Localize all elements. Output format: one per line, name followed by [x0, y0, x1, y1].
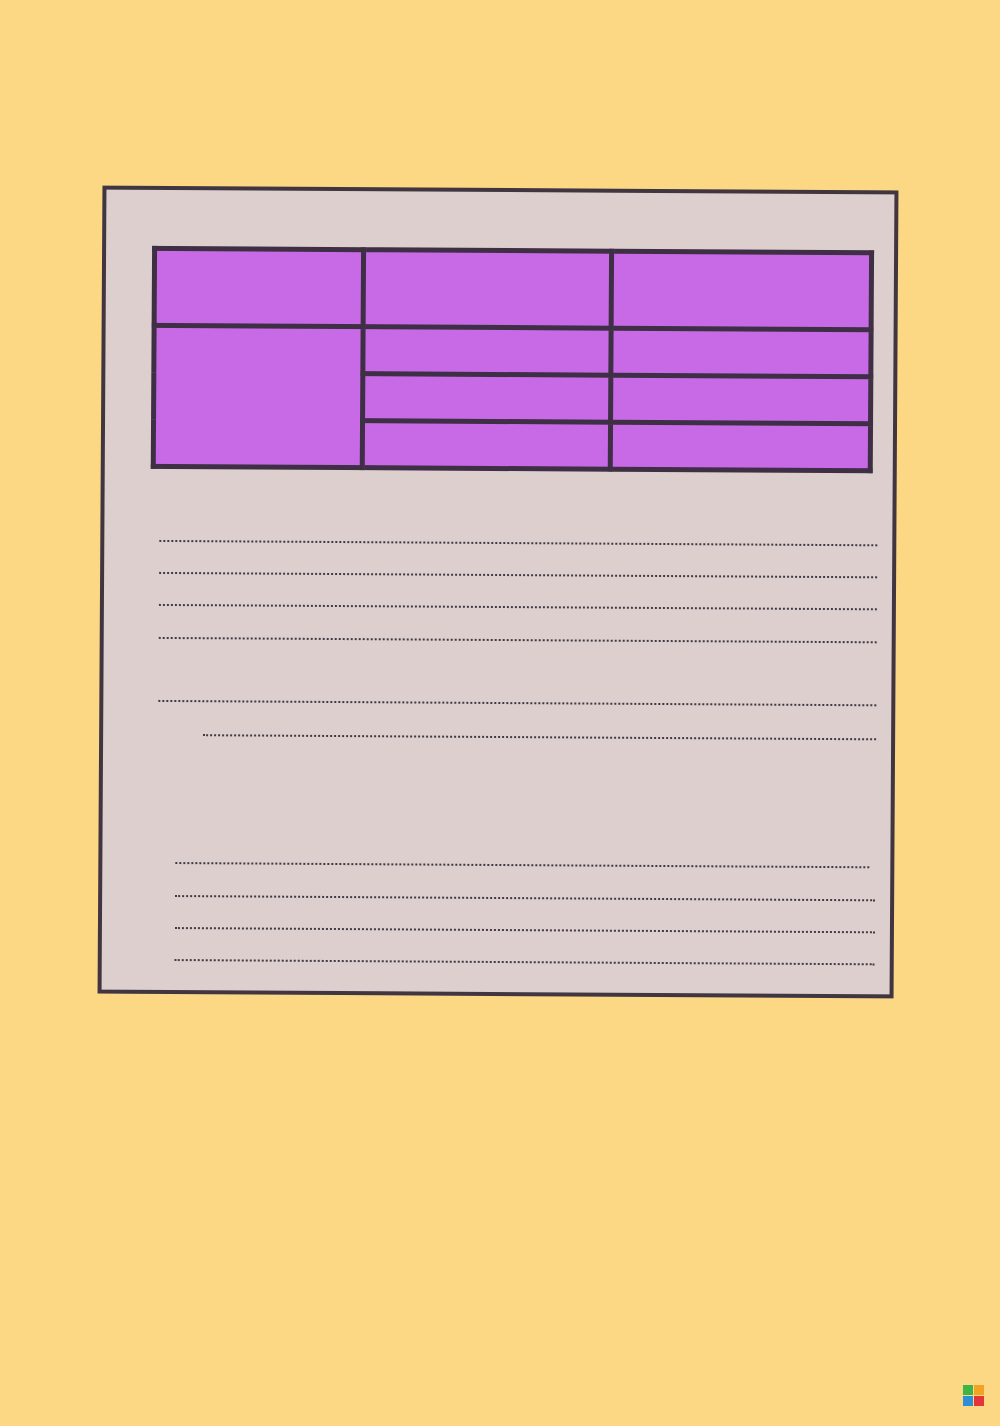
conclusion-card: [98, 186, 899, 999]
answer-line[interactable]: [175, 862, 869, 868]
object-cell: [153, 325, 363, 467]
answer-line[interactable]: [159, 637, 877, 643]
answer-line[interactable]: [158, 700, 876, 706]
answer-line[interactable]: [175, 927, 875, 933]
result-table: [151, 246, 874, 473]
answer-line[interactable]: [175, 959, 875, 965]
top-pencil-border: [0, 0, 1000, 130]
distance-answer-cell[interactable]: [610, 422, 870, 471]
header-launch-distance: [611, 251, 871, 330]
summary-text: [158, 785, 858, 789]
distance-answer-cell[interactable]: [611, 375, 871, 424]
table-row: [154, 325, 871, 376]
header-object: [154, 248, 364, 326]
distance-answer-cell[interactable]: [611, 328, 871, 377]
bottom-pencil-border: [0, 1286, 1000, 1426]
pull-length-cell: [363, 374, 611, 423]
liveworksheets-logo: [963, 1385, 988, 1406]
answer-line[interactable]: [175, 895, 875, 901]
answer-line[interactable]: [159, 540, 877, 546]
answer-line[interactable]: [203, 734, 876, 740]
answer-line[interactable]: [159, 572, 877, 578]
header-pull-length: [363, 250, 611, 329]
pull-length-cell: [363, 327, 611, 376]
table-header-row: [154, 248, 871, 329]
answer-line[interactable]: [159, 604, 877, 610]
pull-length-cell: [363, 421, 611, 470]
logo-icon: [963, 1385, 984, 1406]
